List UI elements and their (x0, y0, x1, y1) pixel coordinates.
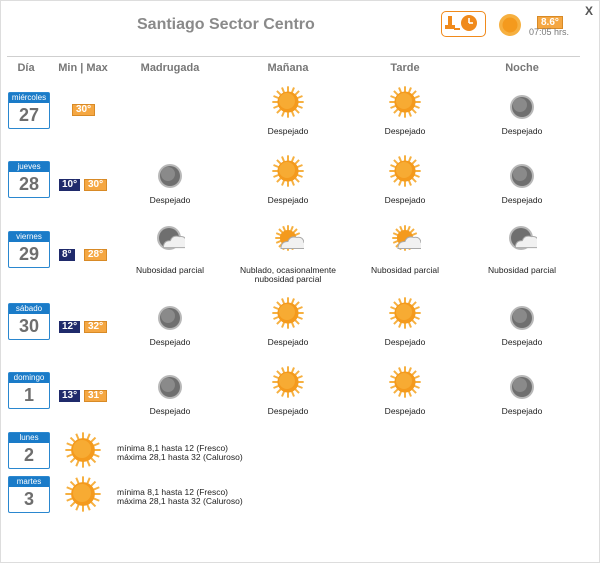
sun-icon (272, 86, 304, 123)
col-header-minmax: Min | Max (58, 62, 108, 74)
min-temp: 13° (59, 390, 80, 402)
condition-label: Despejado (267, 195, 309, 205)
summary-min: mínima 8,1 hasta 12 (Fresco) (117, 487, 229, 497)
calendar-badge (8, 161, 50, 198)
calendar-daynum: 27 (18, 105, 40, 125)
condition-label: Despejado (267, 337, 309, 347)
condition-label: Despejado (267, 126, 309, 136)
condition-label: Despejado (149, 406, 191, 416)
moon-icon (157, 305, 183, 336)
summary-max: máxima 28,1 hasta 32 (Caluroso) (117, 496, 243, 506)
moon-icon (157, 374, 183, 405)
current-time: 07:05 hrs. (529, 27, 570, 37)
condition-label: Despejado (149, 337, 191, 347)
condition-label: Despejado (501, 126, 543, 136)
condition-label: Nubosidad parcial (487, 265, 557, 275)
min-temp: 10° (59, 179, 80, 191)
condition-label: Despejado (501, 337, 543, 347)
calendar-badge (8, 231, 50, 268)
max-temp: 32° (84, 321, 107, 333)
sun-icon (389, 86, 421, 123)
moon-cloud-icon (155, 225, 185, 260)
condition-label: Despejado (149, 195, 191, 205)
calendar-dayname: lunes (9, 433, 49, 443)
sun-icon (389, 155, 421, 192)
calendar-daynum: 28 (18, 174, 40, 194)
calendar-dayname: martes (9, 477, 49, 487)
calendar-dayname: sábado (9, 304, 49, 314)
col-header-manana: Mañana (267, 62, 309, 74)
max-temp: 30° (84, 179, 107, 191)
calendar-badge (8, 432, 50, 469)
calendar-dayname: miércoles (9, 93, 49, 103)
dial-clock-badge[interactable] (441, 11, 486, 37)
close-button[interactable]: X (585, 4, 594, 18)
condition-label: Despejado (384, 337, 426, 347)
col-header-tarde: Tarde (390, 62, 420, 74)
current-temp: 8.6° (537, 16, 563, 29)
page-title: Santiago Sector Centro (137, 16, 315, 33)
condition-label: Despejado (384, 126, 426, 136)
dial-clock-icon (442, 12, 484, 35)
current-sun-icon (497, 12, 523, 43)
condition-label: Despejado (501, 406, 543, 416)
calendar-daynum: 2 (23, 445, 34, 465)
condition-label: Despejado (384, 195, 426, 205)
min-temp: 8° (59, 249, 75, 261)
condition-label: Nubosidad parcial (370, 265, 440, 275)
sun-icon (65, 432, 101, 473)
calendar-daynum: 3 (23, 489, 34, 509)
condition-label-line2: nubosidad parcial (254, 274, 322, 284)
calendar-dayname: jueves (9, 162, 49, 172)
calendar-dayname: viernes (9, 232, 49, 242)
sun-cloud-icon (389, 225, 421, 262)
condition-label: Despejado (267, 406, 309, 416)
calendar-badge (8, 92, 50, 129)
calendar-daynum: 30 (18, 316, 40, 336)
sun-icon (389, 297, 421, 334)
sun-icon (272, 297, 304, 334)
summary-min: mínima 8,1 hasta 12 (Fresco) (117, 443, 229, 453)
calendar-dayname: domingo (9, 373, 49, 383)
min-temp: 12° (59, 321, 80, 333)
sun-icon (272, 366, 304, 403)
calendar-daynum: 29 (18, 244, 40, 264)
condition-label: Nublado, ocasionalmente (240, 265, 336, 275)
max-temp: 31° (84, 390, 107, 402)
moon-icon (509, 305, 535, 336)
condition-label: Despejado (501, 195, 543, 205)
moon-cloud-icon (507, 225, 537, 260)
sun-icon (272, 155, 304, 192)
max-temp: 28° (84, 249, 107, 261)
col-header-day: Día (17, 62, 35, 74)
summary-max: máxima 28,1 hasta 32 (Caluroso) (117, 452, 243, 462)
condition-label: Nubosidad parcial (135, 265, 205, 275)
moon-icon (509, 94, 535, 125)
col-header-madrugada: Madrugada (140, 62, 200, 74)
max-temp: 30° (72, 104, 95, 116)
calendar-badge (8, 372, 50, 409)
sun-cloud-icon (272, 225, 304, 262)
calendar-daynum: 1 (23, 385, 34, 405)
moon-icon (157, 163, 183, 194)
calendar-badge (8, 476, 50, 513)
condition-label: Despejado (384, 406, 426, 416)
moon-icon (509, 163, 535, 194)
sun-icon (389, 366, 421, 403)
moon-icon (509, 374, 535, 405)
calendar-badge (8, 303, 50, 340)
header-divider (7, 56, 580, 57)
col-header-noche: Noche (505, 62, 539, 74)
sun-icon (65, 476, 101, 517)
